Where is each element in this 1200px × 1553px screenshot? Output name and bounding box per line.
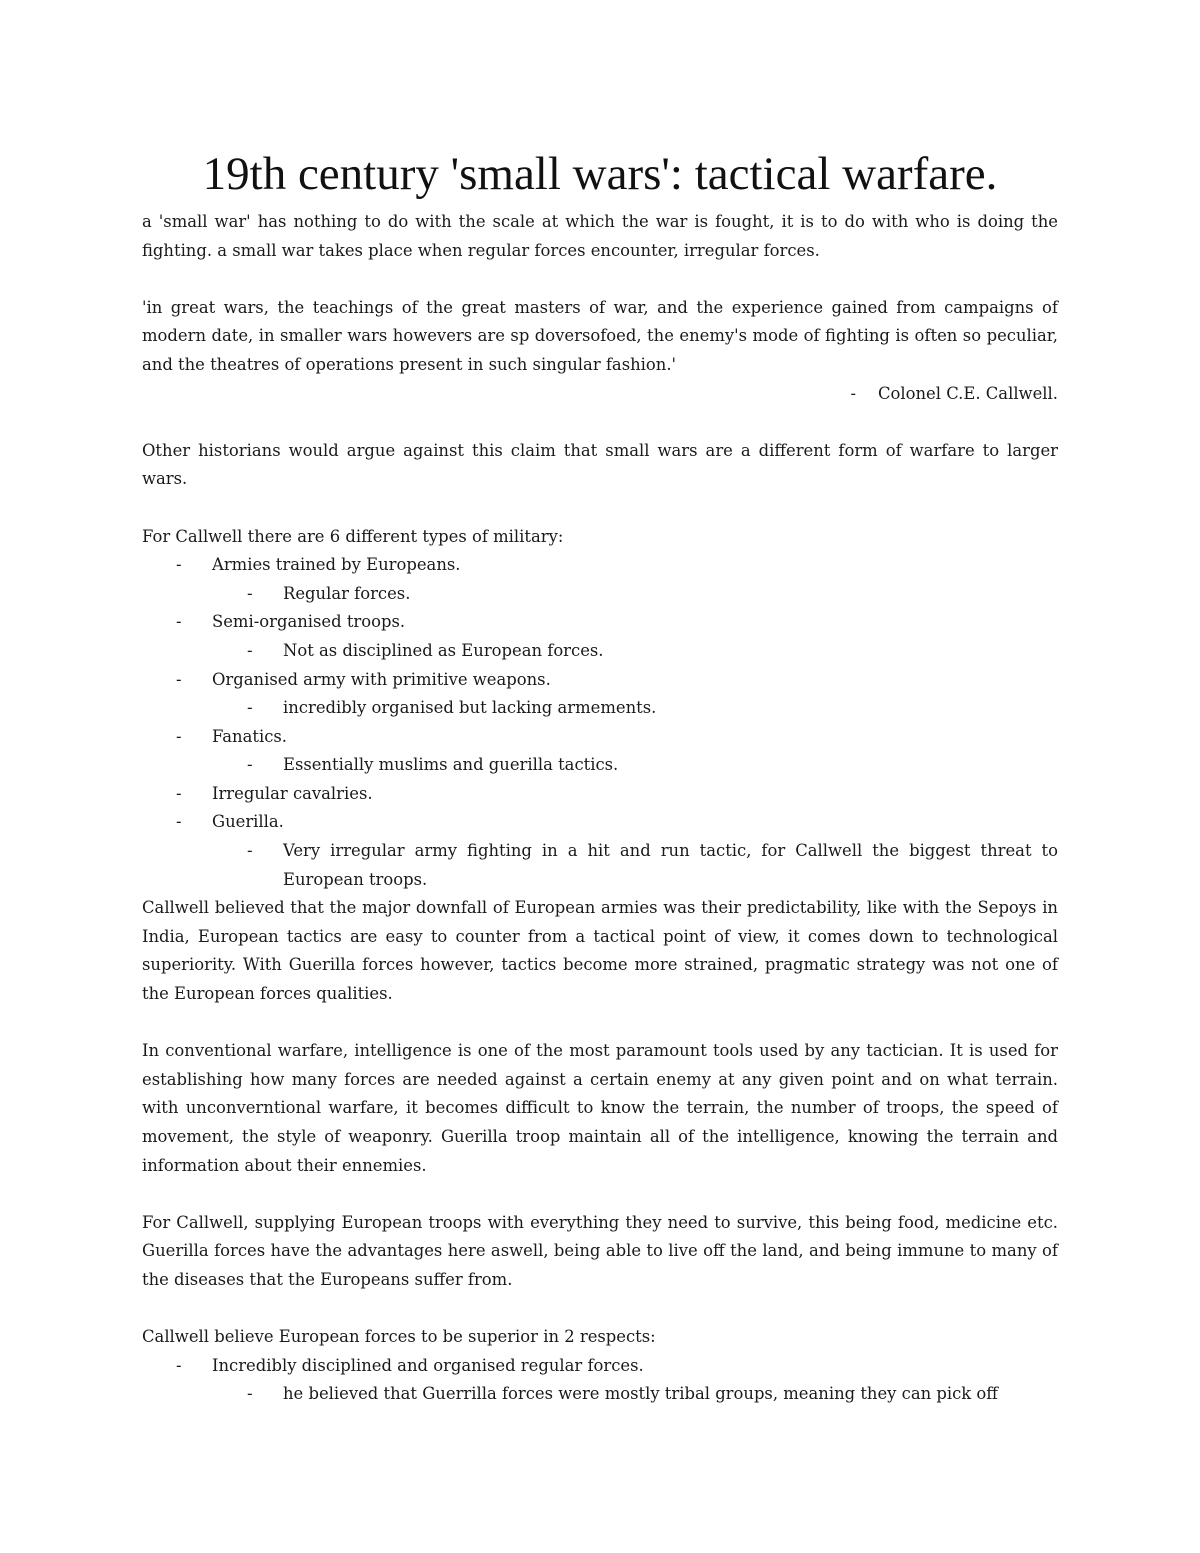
paragraph-gap bbox=[142, 1295, 1058, 1324]
list-item-label: Semi-organised troops. bbox=[212, 612, 406, 632]
sub-list-item bbox=[142, 580, 1058, 609]
superiority-intro: Callwell believe European forces to be superior in 2 respects: bbox=[142, 1327, 656, 1347]
intelligence-paragraph: In conventional warfare, intelligence is one of the most paramount tools used by any tactician. It is used for establishing how many forces are needed against a certain enemy at any given point and on what terrain. with unconverntional warfare, it becomes difficult to know the terrain, the number of troops, the speed of movement, the style of weaponry. Guerilla troop maintain all of the intelligence, knowing the terrain and information about their ennemies. bbox=[142, 1041, 1058, 1175]
intro-paragraph: a 'small war' has nothing to do with the scale at which the war is fought, it is to do with who is doing the fighting. a small war takes place when regular forces encounter, irregular forces. bbox=[142, 212, 1058, 260]
document-page bbox=[142, 140, 1058, 1409]
list-item-label: Incredibly disciplined and organised regular forces. bbox=[212, 1355, 644, 1375]
bullet-dash: - bbox=[247, 1384, 253, 1404]
sub-list-item-label: Essentially muslims and guerilla tactics. bbox=[283, 755, 619, 775]
bullet-dash: - bbox=[176, 1355, 182, 1375]
paragraph-gap bbox=[142, 1009, 1058, 1038]
downfall-paragraph: Callwell believed that the major downfall of European armies was their predictability, like with the Sepoys in India, European tactics are easy to counter from a tactical point of view, it comes down to technological superiority. With Guerilla forces however, tactics become more strained, pragmatic strategy was not one of the European forces qualities. bbox=[142, 898, 1058, 1004]
supply-paragraph: For Callwell, supplying European troops with everything they need to survive, this being food, medicine etc. Guerilla forces have the advantages here aswell, being able to live off the land, and being immune to many of the diseases that the Europeans suffer from. bbox=[142, 1212, 1058, 1289]
list-item bbox=[142, 723, 1058, 752]
sub-list-item-label: incredibly organised but lacking armements. bbox=[283, 698, 657, 718]
attribution-dash: - bbox=[850, 383, 856, 403]
sub-list-item bbox=[142, 637, 1058, 666]
list-item-label: Guerilla. bbox=[212, 812, 284, 832]
historians-paragraph: Other historians would argue against this claim that small wars are a different form of warfare to larger wars. bbox=[142, 440, 1058, 489]
sub-list-item-label: Very irregular army fighting in a hit and run tactic, for Callwell the biggest threat to European troops. bbox=[283, 841, 1058, 889]
bullet-dash: - bbox=[176, 783, 182, 803]
list-item-label: Fanatics. bbox=[212, 726, 287, 746]
list-item bbox=[142, 551, 1058, 580]
paragraph-gap bbox=[142, 1180, 1058, 1209]
quote-author: Colonel C.E. Callwell. bbox=[877, 383, 1058, 403]
list-item-label: Organised army with primitive weapons. bbox=[212, 669, 551, 689]
sub-list-item-label: Not as disciplined as European forces. bbox=[283, 640, 604, 660]
bullet-dash: - bbox=[247, 698, 253, 718]
bullet-dash: - bbox=[247, 841, 253, 861]
bullet-dash: - bbox=[176, 726, 182, 746]
quote-attribution bbox=[142, 380, 1058, 409]
list-item-label: Irregular cavalries. bbox=[212, 783, 373, 803]
paragraph-gap bbox=[142, 494, 1058, 523]
sub-list-item bbox=[142, 837, 1058, 894]
bullet-dash: - bbox=[176, 669, 182, 689]
document-title: 19th century 'small wars': tactical warfare. bbox=[202, 148, 998, 200]
military-types-intro: For Callwell there are 6 different types of military: bbox=[142, 526, 564, 546]
bullet-dash: - bbox=[176, 555, 182, 575]
military-types-list bbox=[142, 551, 1058, 894]
list-item-label: Armies trained by Europeans. bbox=[212, 555, 461, 575]
sub-list-item-label: Regular forces. bbox=[283, 583, 411, 603]
superiority-list bbox=[142, 1352, 1058, 1409]
bullet-dash: - bbox=[247, 640, 253, 660]
sub-list-item bbox=[142, 694, 1058, 723]
paragraph-gap bbox=[142, 265, 1058, 294]
bullet-dash: - bbox=[247, 583, 253, 603]
bullet-dash: - bbox=[176, 812, 182, 832]
list-item bbox=[142, 808, 1058, 837]
paragraph-gap bbox=[142, 408, 1058, 437]
list-item bbox=[142, 1352, 1058, 1381]
list-item bbox=[142, 780, 1058, 809]
list-item bbox=[142, 666, 1058, 695]
sub-list-item bbox=[142, 751, 1058, 780]
bullet-dash: - bbox=[176, 612, 182, 632]
bullet-dash: - bbox=[247, 755, 253, 775]
callwell-quote: 'in great wars, the teachings of the great masters of war, and the experience gained from campaigns of modern date, in smaller wars howevers are sp doversofoed, the enemy's mode of fighting is often so peculiar, and the theatres of operations present in such singular fashion.' bbox=[142, 297, 1058, 374]
sub-list-item-label: he believed that Guerrilla forces were mostly tribal groups, meaning they can pick off bbox=[283, 1384, 998, 1404]
list-item bbox=[142, 608, 1058, 637]
sub-list-item bbox=[142, 1380, 1058, 1409]
